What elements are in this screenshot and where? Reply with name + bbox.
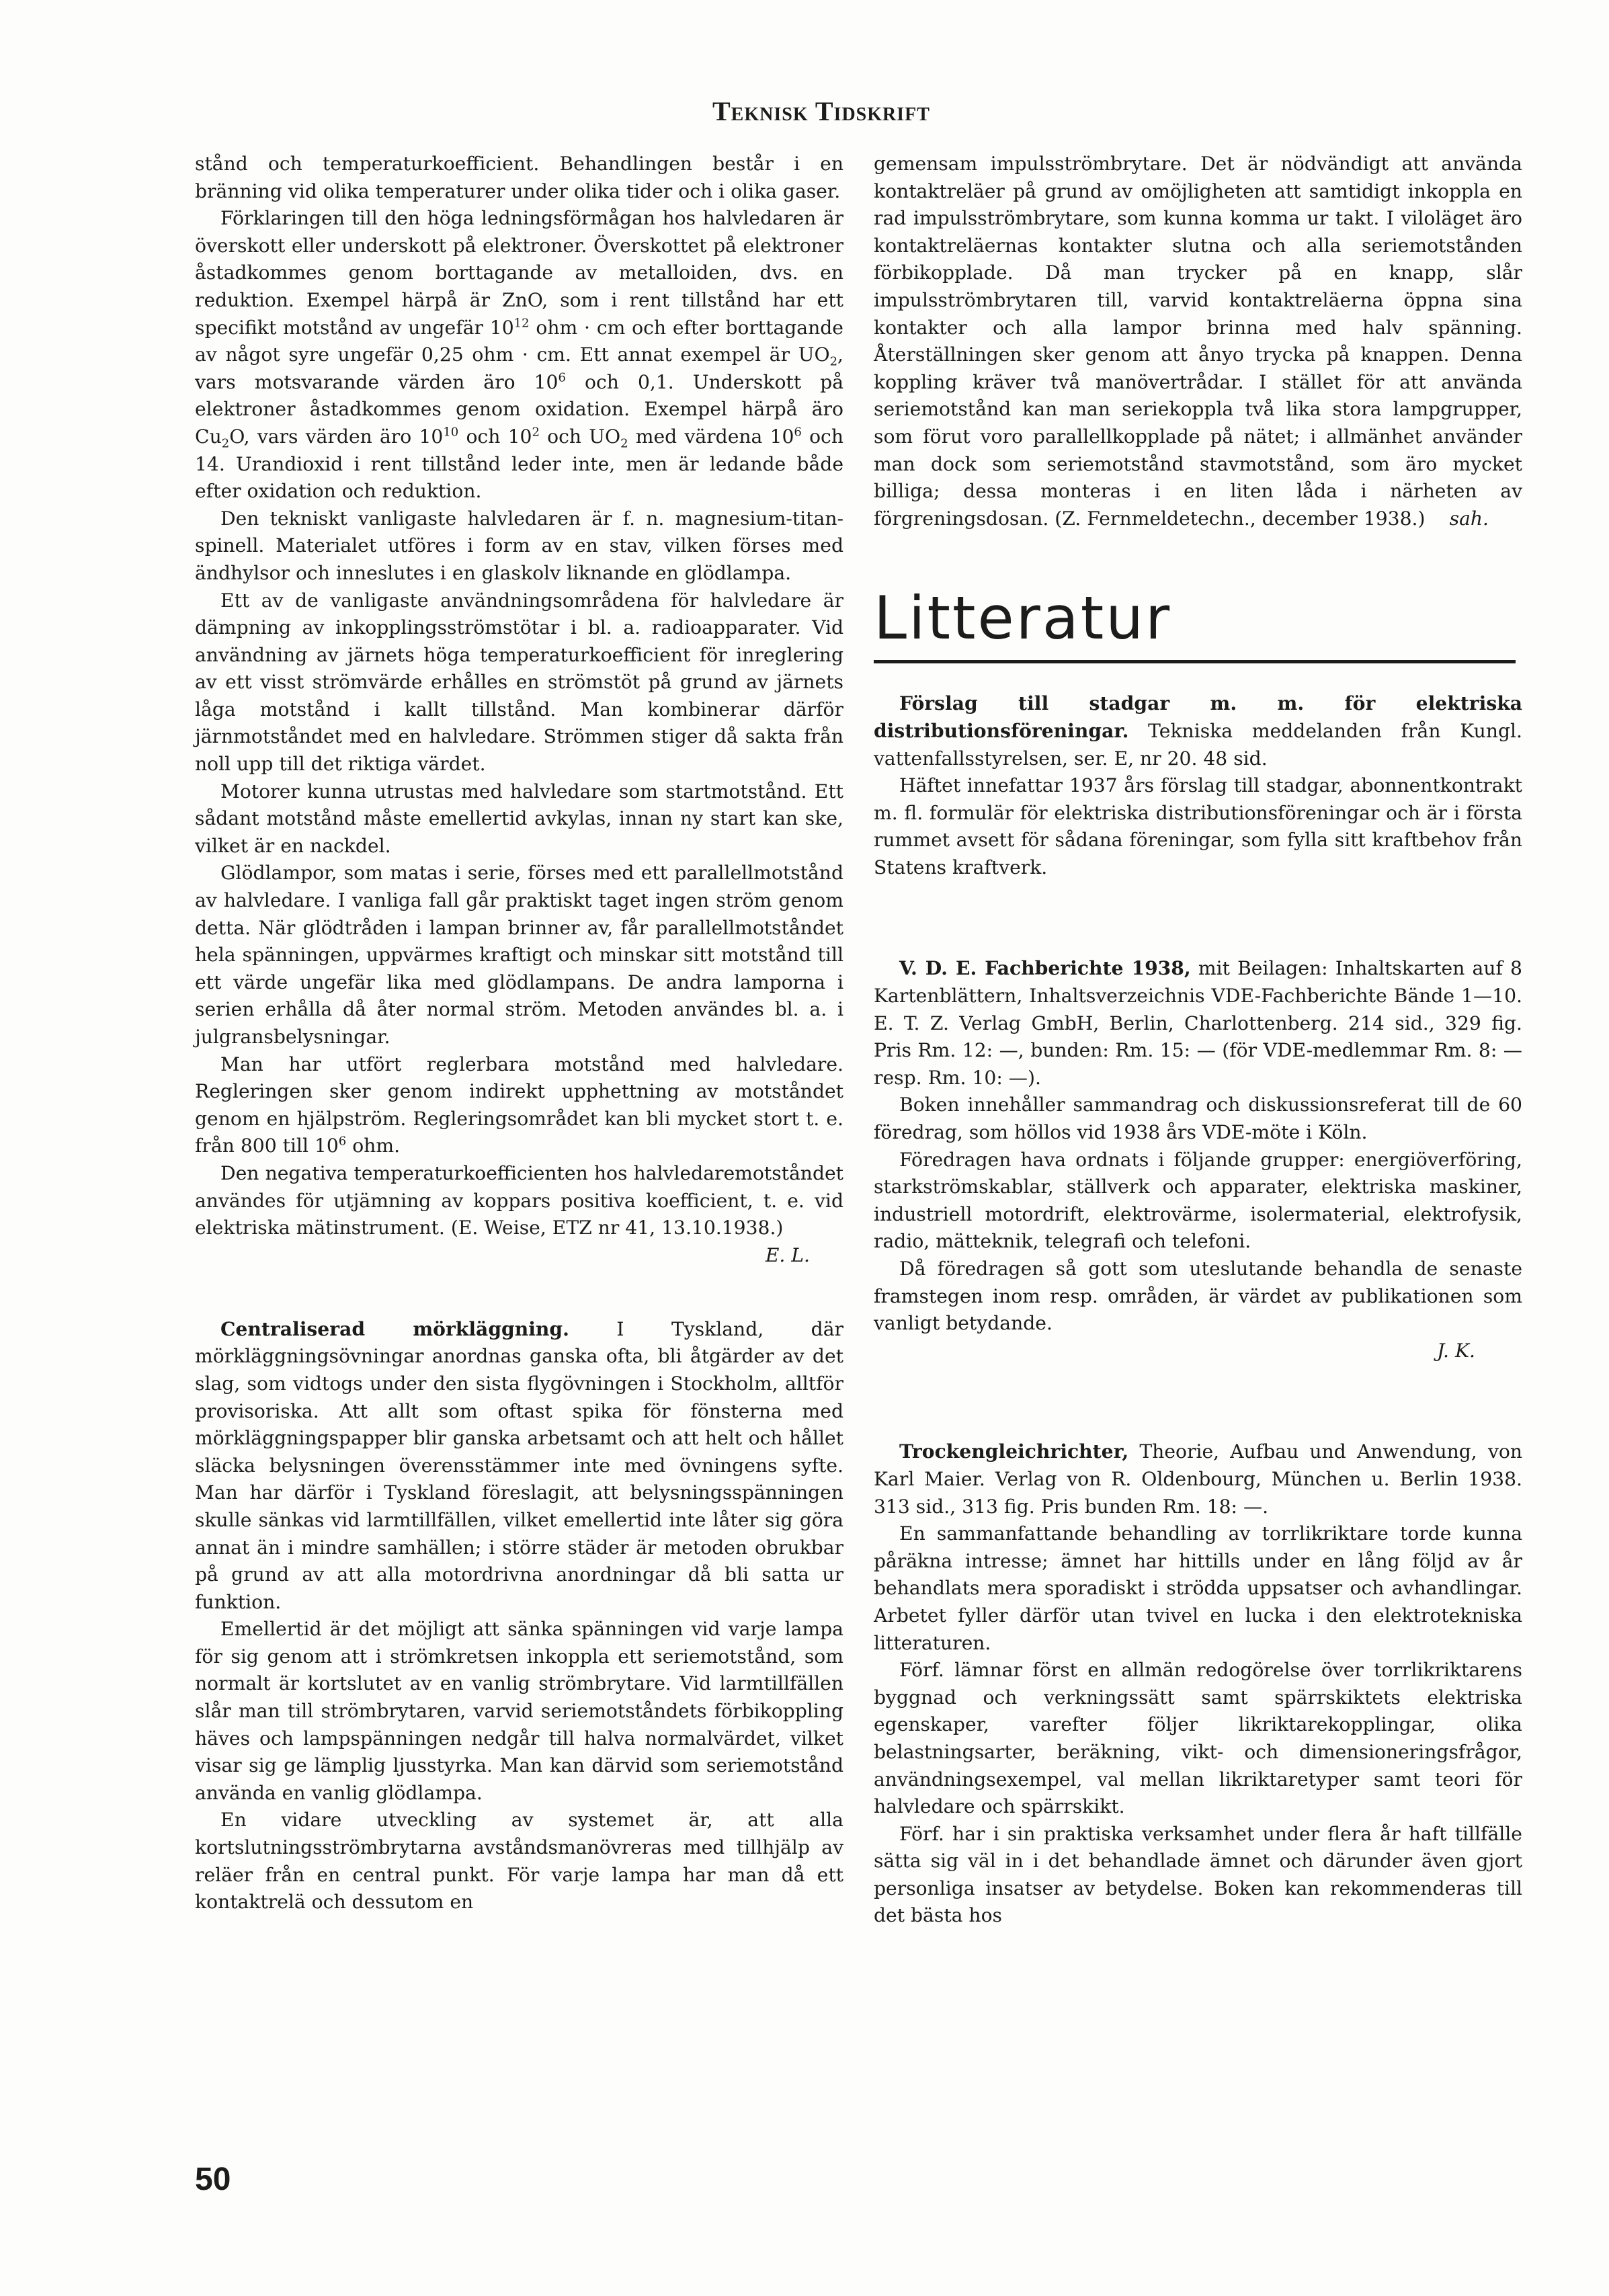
page-number: 50 [195,2162,231,2197]
paragraph: Emellertid är det möjligt att sänka spänningen vid varje lampa för sig genom att i strömkretsen inkoppla ett seriemotstånd, som normalt är kortslutet av en vanlig strömbrytare. Vid larmtillfällen slår man till strömbrytaren, varvid seriemotståndets förbikoppling häves och lampspänningen nedgår till halva normalvärdet, vilket visar sig ge lämplig ljusstyrka. Man kan därvid som seriemotstånd använda en vanlig glödlampa. [195,1618,843,1804]
paragraph: Man har utfört reglerbara motstånd med halvledare. Regleringen sker genom indirekt upphettning av motståndet genom en hjälpström. Regleringsområdet kan bli mycket stort t. e. från 800 till $10^6$ ohm. [195,1053,843,1157]
paragraph: Glödlampor, som matas i serie, förses med ett parallellmotstånd av halvledare. I vanliga fall går praktiskt taget ingen ström genom detta. När glödtråden i lampan brinner av, får parallellmotståndet hela spänningen, uppvärmes kraftigt och minskar sitt motstånd till ett värde ungefär lika med glödlampans. De andra lamporna i serien erhålla då åter normal ström. Metoden användes bl. a. i julgransbelysningar. [195,862,843,1048]
paragraph: Föredragen hava ordnats i följande grupper: energiöverföring, starkströmskablar, ställverk och apparater, elektriska maskiner, industriell motordrift, elektrovärme, isolermaterial, elektrofysik, radio, mätteknik, telegrafi och telefoni. [874,1148,1522,1253]
paragraph: Förf. har i sin praktiska verksamhet under flera år haft tillfälle sätta sig väl in i det behandlade ämnet och därunder även gjort personliga insatser av betydelse. Boken kan rekommenderas till det bästa hos [874,1822,1522,1927]
book-title: Förslag till stadgar m. m. för elektriska distributionsföreningar. [874,692,1522,742]
author-signature: sah. [1449,507,1489,530]
article-title: Centraliserad mörkläggning. [220,1317,569,1340]
right-column [874,151,1522,1930]
paragraph: Den negativa temperaturkoefficienten hos halvledaremotståndet användes för utjämning av koppars positiva koefficient, t. e. vid elektriska mätinstrument. (E. Weise, ETZ nr 41, 13.10.1938.) E. L. [195,1160,843,1242]
book-entry: Trockengleichrichter, Theorie, Aufbau und Anwendung, von Karl Maier. Verlag von R. Oldenbourg, München u. Berlin 1938. 313 sid., 313 fig. Pris bunden Rm. 18: —. [874,1440,1522,1518]
left-column [195,151,843,1916]
paragraph: stånd och temperaturkoefficient. Behandlingen består i en bränning vid olika temperaturer under olika tider och i olika gaser. [195,153,843,202]
journal-header: Teknisk Tidskrift [712,96,930,126]
paragraph: Förklaringen till den höga ledningsförmågan hos halvledaren är överskott eller underskott på elektroner. Överskottet på elektroner åstadkommes genom borttagande av metalloiden, dvs. en reduktion. Exempel härpå är ZnO, som i rent tillstånd har ett specifikt motstånd av ungefär $10^{12}$ ohm · cm och efter borttagande av något syre ungefär 0,25 ohm · cm. Ett annat exempel är $UO_2$, vars motsvarande värden äro $10^6$ och 0,1. Underskott på elektroner åstadkommes genom oxidation. Exempel härpå äro $Cu_2O$, vars värden äro $10^{10}$ och $10^2$ och $UO_2$ med värdena $10^6$ och 14. Urandioxid i rent tillstånd leder inte, men är ledande både efter oxidation och reduktion. [195,207,843,503]
paragraph: Motorer kunna utrustas med halvledare som startmotstånd. Ett sådant motstånd måste emellertid avkylas, innan ny start kan ske, vilket är en nackdel. [195,780,843,857]
book-entry: V. D. E. Fachberichte 1938, mit Beilagen: Inhaltskarten auf 8 Kartenblättern, Inhaltsverzeichnis VDE-Fachberichte Bände 1—10. E. T. Z. Verlag GmbH, Berlin, Charlottenberg. 214 sid., 329 fig. Pris Rm. 12: —, bunden: Rm. 15: — (för VDE-medlemmar Rm. 8: — resp. Rm. 10: —). [874,957,1522,1089]
author-signature: E. L. [765,1243,810,1266]
paragraph: gemensam impulsströmbrytare. Det är nödvändigt att använda kontaktreläer på grund av omöjligheten att samtidigt inkoppla en rad impulsströmbrytare, som kunna komma ur takt. I viloläget äro kontaktreläernas kontakter slutna och alla seriemotstånden förbikopplade. Då man trycker på en knapp, slår impulsströmbrytaren till, varvid kontaktreläerna öppna sina kontakter och alla lampor brinna med halv spänning. Återställningen sker genom att ånyo trycka på knappen. Denna koppling kräver två manövertrådar. I stället för att använda seriemotstånd kan man seriekoppla två lika stora lampgrupper, som förut voro parallellkopplade på nätet; i allmänhet använder man dock som seriemotstånd stavmotstånd, som äro mycket billiga; dessa monteras i en liten låda i närheten av förgreningsdosan. (Z. Fernmeldetechn., december 1938.) sah. [874,151,1522,532]
book-title: V. D. E. Fachberichte 1938, [899,957,1191,980]
book-entry: Förslag till stadgar m. m. för elektriska distributionsföreningar. Tekniska meddelanden från Kungl. vattenfallsstyrelsen, ser. E, nr 20. 48 sid. [874,692,1522,770]
paragraph: Den tekniskt vanligaste halvledaren är f. n. magnesium-titan-spinell. Materialet utföres i form av en stav, vilken förses med ändhylsor och inneslutes i en glaskolv liknande en glödlampa. [195,507,843,584]
section-title: Litteratur [874,583,1172,653]
paragraph: Boken innehåller sammandrag och diskussionsreferat till de 60 föredrag, som höllos vid 1938 års VDE-möte i Köln. [874,1094,1522,1144]
paragraph: Då föredragen så gott som uteslutande behandla de senaste framstegen inom resp. områden, är värdet av publikationen som vanligt betydande. [874,1258,1522,1335]
paragraph: Förf. lämnar först en allmän redogörelse över torrlikriktarens byggnad och verkningssätt samt spärrskiktets elektriska egenskaper, varefter följer likriktarekopplingar, olika belastningsarter, beräkning, vikt- och dimensioneringsfrågor, användningsexempel, val mellan likriktaretyper samt teori för halvledare och spärrskikt. [874,1659,1522,1818]
article-paragraph: Centraliserad mörkläggning. I Tyskland, där mörkläggningsövningar anordnas ganska ofta, bli åtgärder av det slag, som vidtogs under den sista flygövningen i Stockholm, alltför provisoriska. Att allt som oftast spika för fönsterna med mörkläggningspapper blir ganska arbetsamt och att helt och hållet släcka belysningen överensstämmer inte med övningens syfte. Man har därför i Tyskland föreslagit, att belysningsspänningen skulle sänkas vid larmtillfällen, vilket emellertid inte låter sig göra annat än i mindre samhällen; i större städer är metoden obrukbar på grund av att alla motordrivna anordningar då bli satta ur funktion. [195,1317,843,1613]
book-title: Trockengleichrichter, [899,1440,1129,1463]
section-rule [874,660,1516,663]
paragraph: En sammanfattande behandling av torrlikriktare torde kunna påräkna intresse; ämnet har hittills under en lång följd av år behandlats mera sporadiskt i strödda uppsatser och avhandlingar. Arbetet fyller därför utan tvivel en lucka i den elektrotekniska litteraturen. [874,1522,1522,1654]
paragraph: Häftet innefattar 1937 års förslag till stadgar, abonnentkontrakt m. fl. formulär för elektriska distributionsföreningar och är i första rummet avsett för sådana föreningar, som fylla sitt kraftbehov från Statens kraftverk. [874,774,1522,878]
paragraph: Ett av de vanligaste användningsområdena för halvledare är dämpning av inkopplingsströmstötar i bl. a. radioapparater. Vid användning av järnets höga temperaturkoefficient för inreglering av ett visst strömvärde erhålles en strömstöt på grund av järnets låga motstånd i kallt tillstånd. Man kombinerar därför järnmotståndet med en halvledare. Strömmen stiger då sakta från noll upp till det riktiga värdet. [195,589,843,776]
author-signature: J. K. [1436,1339,1475,1362]
paragraph: En vidare utveckling av systemet är, att alla kortslutningsströmbrytarna avståndsmanövreras med tillhjälp av reläer från en central punkt. För varje lampa har man då ett kontaktrelä och dessutom en [195,1809,843,1914]
